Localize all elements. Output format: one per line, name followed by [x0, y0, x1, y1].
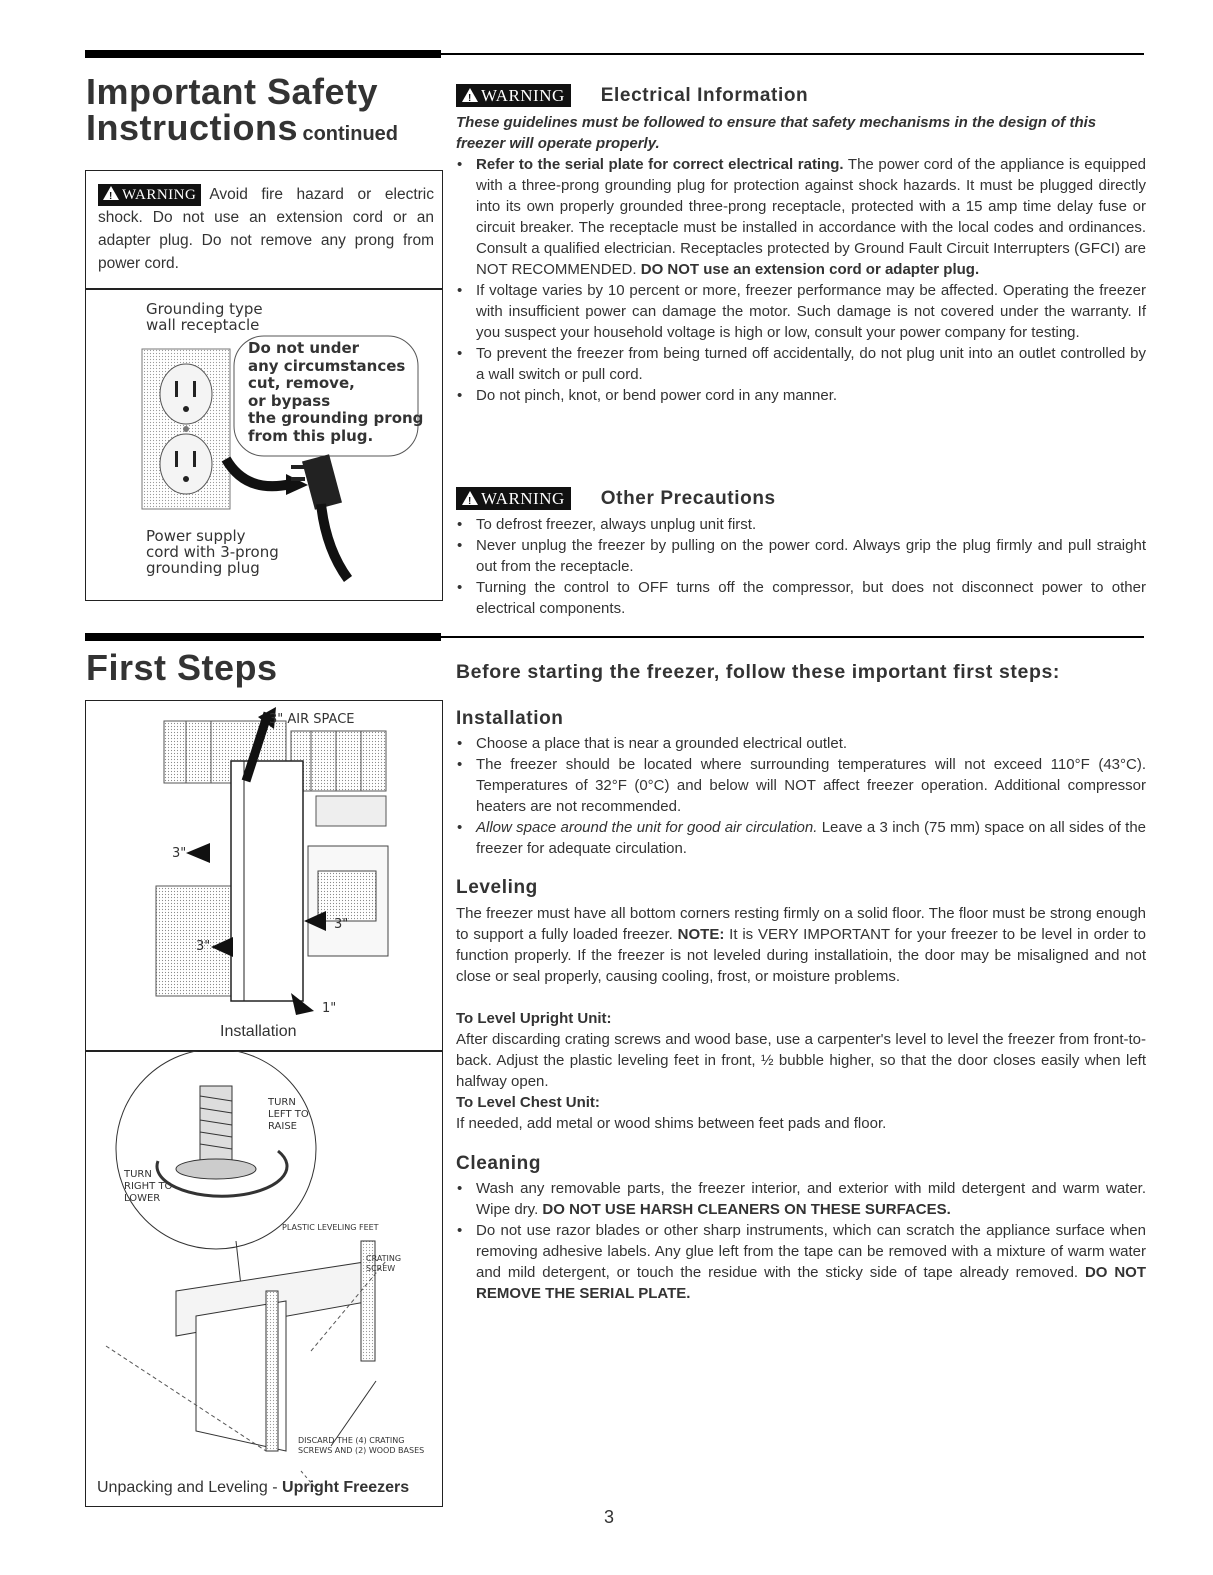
warning-badge: !WARNING: [456, 487, 571, 510]
list-item: • To prevent the freezer from being turned off accidentally, do not plug unit into an outlet controlled by a wall switch or pull cord.: [450, 343, 1146, 385]
list-item: • To defrost freezer, always unplug unit first.: [450, 514, 1146, 535]
warning-triangle-icon: [462, 88, 478, 102]
list-item: • If voltage varies by 10 percent or more, freezer performance may be affected. Operating the freezer with insufficient power can damage the motor. Such damage is not covered under the warranty. If you suspect your household voltage is high or low, consult your power company for testing.: [450, 280, 1146, 343]
electrical-list: [450, 154, 1146, 406]
installation-title: Installation: [456, 708, 564, 729]
first-steps-title: First Steps: [86, 647, 278, 688]
electrical-intro: These guidelines must be followed to ensure that safety mechanisms in the design of this freezer will operate properly.: [456, 114, 1097, 152]
warning-badge: !WARNING: [98, 184, 201, 206]
list-item: • Do not use razor blades or other sharp instruments, which can scratch the appliance surface when removing adhesive labels. Any glue left from the tape can be removed with a mixture of warm water and mild detergent, or touch the residue with the sticky side of tape already removed. DO NOT REMOVE THE SERIAL PLATE.: [450, 1220, 1146, 1304]
leveling-caption: Unpacking and Leveling - Upright Freezers: [97, 1479, 410, 1496]
grounding-label: Grounding type wall receptacle: [146, 300, 263, 334]
left-warning-text: !WARNING Avoid fire hazard or electric shock. Do not use an extension cord or an adapter plug. Do not remove any prong from power cord.: [98, 183, 434, 275]
installation-list: [450, 733, 1146, 859]
warning-triangle-icon: [103, 186, 119, 200]
installation-diagram-box: [85, 700, 443, 1052]
grounding-callout: Do not under any circumstances cut, remove, or bypass the grounding prong from this plug.: [248, 339, 424, 445]
safety-title-line1: Important Safety: [86, 71, 379, 112]
turn-left-label: TURN LEFT TO RAISE: [268, 1097, 309, 1132]
list-item: • Allow space around the unit for good air circulation. Leave a 3 inch (75 mm) space on all sides of the freezer for adequate circulation.: [450, 817, 1146, 859]
back-clearance-label: 3": [196, 939, 211, 954]
first-steps-rule-left: [85, 633, 441, 641]
level-chest-text: If needed, add metal or wood shims between feet pads and floor.: [456, 1115, 887, 1132]
left-clearance-label: 3": [172, 846, 187, 861]
list-item: • Choose a place that is near a grounded electrical outlet.: [450, 733, 1146, 754]
power-supply-label: Power supply cord with 3-prong grounding plug: [146, 527, 279, 577]
cleaning-list: [450, 1178, 1146, 1304]
precautions-list: [450, 514, 1146, 619]
installation-caption: Installation: [220, 1023, 297, 1040]
list-item: • Turning the control to OFF turns off the compressor, but does not disconnect power to other electrical components.: [450, 577, 1146, 619]
crating-screw-label: CRATING SCREW: [366, 1254, 402, 1273]
safety-title-line2: Instructions: [86, 107, 299, 148]
bottom-clearance-label: 1": [322, 1001, 337, 1016]
safety-title-continued: continued: [302, 123, 399, 145]
level-chest-heading: To Level Chest Unit:: [456, 1094, 600, 1111]
warning-badge: !WARNING: [456, 84, 571, 107]
turn-right-label: TURN RIGHT TO LOWER: [124, 1169, 173, 1204]
list-item: • The freezer should be located where surrounding temperatures will not exceed 110°F (43°C). Temperatures of 32°F (0°C) and below will NOT affect freezer operation. Additional compressor heaters are not recommended.: [450, 754, 1146, 817]
air-space-label: 3" AIR SPACE: [269, 712, 355, 727]
warning-triangle-icon: [462, 491, 478, 505]
list-item: • Refer to the serial plate for correct electrical rating. The power cord of the appliance is equipped with a three-prong grounding plug for protection against shock hazards. It must be plugged directly into its own properly grounded three-prong receptacle, protected with a 15 amp time delay fuse or circuit breaker. The receptacle must be installed in accordance with the local codes and ordinances. Consult a qualified electrician. Receptacles protected by Ground Fault Circuit Interrupters (GFCI) are NOT RECOMMENDED. DO NOT use an extension cord or adapter plug.: [450, 154, 1146, 280]
first-steps-subtitle: Before starting the freezer, follow these important first steps:: [456, 661, 1061, 683]
level-upright-text: After discarding crating screws and wood base, use a carpenter's level to level the freezer from front-to-back. Adjust the plastic leveling feet in front, ½ bubble higher, so that the door closes easily when left halfway open.: [456, 1031, 1146, 1090]
electrical-title: Electrical Information: [600, 85, 809, 106]
level-upright-heading: To Level Upright Unit:: [456, 1010, 612, 1027]
discard-label: DISCARD THE (4) CRATING SCREWS AND (2) WOOD BASES: [298, 1436, 425, 1455]
leveling-feet-label: PLASTIC LEVELING FEET: [282, 1223, 379, 1232]
leveling-title: Leveling: [456, 877, 538, 898]
page-number: 3: [604, 1507, 615, 1527]
precautions-title: Other Precautions: [600, 488, 776, 509]
right-clearance-label: 3": [334, 917, 349, 932]
precautions-header: [456, 487, 776, 510]
first-steps-rule-right: [441, 636, 1144, 638]
installation-illustration: [86, 701, 442, 1051]
list-item: • Do not pinch, knot, or bend power cord in any manner.: [450, 385, 1146, 406]
outlet-diagram-box: [85, 288, 443, 601]
top-rule-right: [441, 53, 1144, 55]
top-rule-left: [85, 50, 441, 58]
list-item: • Wash any removable parts, the freezer interior, and exterior with mild detergent and warm water. Wipe dry. DO NOT USE HARSH CLEANERS ON THESE SURFACES.: [450, 1178, 1146, 1220]
leveling-diagram-box: [85, 1050, 443, 1507]
list-item: • Never unplug the freezer by pulling on the power cord. Always grip the plug firmly and pull straight out from the receptacle.: [450, 535, 1146, 577]
cleaning-title: Cleaning: [456, 1153, 542, 1174]
safety-title-line2-wrap: [86, 108, 398, 148]
electrical-header: [456, 84, 808, 107]
leveling-paragraph: The freezer must have all bottom corners resting firmly on a solid floor. The floor must be strong enough to support a fully loaded freezer. NOTE: It is VERY IMPORTANT for your freezer to be level in order to function properly. If the freezer is not leveled during installatioin, the door may be misaligned and not close or seal properly, causing cooling, frost, or moisture problems.: [456, 905, 1146, 985]
